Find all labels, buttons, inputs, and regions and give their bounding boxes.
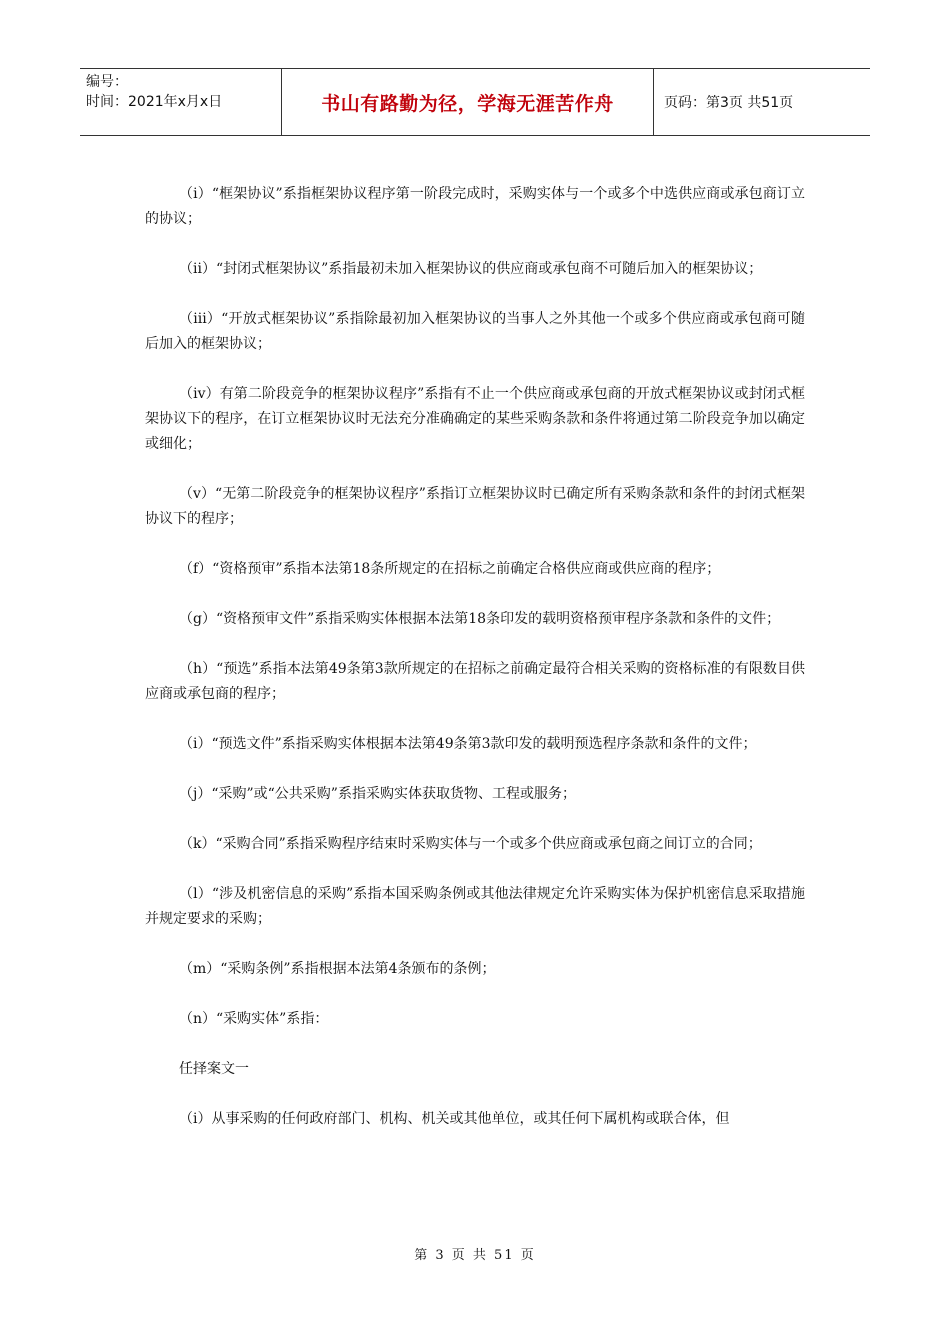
paragraph: （v）“无第二阶段竞争的框架协议程序”系指订立框架协议时已确定所有采购条款和条件的封闭式框架协议下的程序； bbox=[145, 486, 805, 527]
paragraph: （h）“预选”系指本法第49条第3款所规定的在招标之前确定最符合相关采购的资格标准的有限数目供应商或承包商的程序； bbox=[145, 661, 805, 702]
document-time-label: 时间：2021年x月x日 bbox=[86, 94, 223, 110]
page-footer: 第 3 页 共 51 页 bbox=[414, 1248, 536, 1263]
header-left-cell bbox=[80, 69, 282, 135]
document-body bbox=[145, 182, 805, 1157]
paragraph: （m）“采购条例”系指根据本法第4条颁布的条例； bbox=[179, 961, 496, 977]
page-header bbox=[80, 68, 870, 136]
paragraph: （ii）“封闭式框架协议”系指最初未加入框架协议的供应商或承包商不可随后加入的框架协议； bbox=[179, 261, 763, 277]
document-number-label: 编号： bbox=[86, 74, 128, 90]
paragraph: （iv）有第二阶段竞争的框架协议程序”系指有不止一个供应商或承包商的开放式框架协议或封闭式框架协议下的程序，在订立框架协议时无法充分准确确定的某些采购条款和条件将通过第二阶段竞争加以确定或细化； bbox=[145, 386, 805, 452]
paragraph: （iii）“开放式框架协议”系指除最初加入框架协议的当事人之外其他一个或多个供应商或承包商可随后加入的框架协议； bbox=[145, 311, 805, 352]
paragraph: （l）“涉及机密信息的采购”系指本国采购条例或其他法律规定允许采购实体为保护机密信息采取措施并规定要求的采购； bbox=[145, 886, 805, 927]
paragraph: （i）从事采购的任何政府部门、机构、机关或其他单位，或其任何下属机构或联合体，但 bbox=[179, 1111, 730, 1127]
paragraph: （i）“框架协议”系指框架协议程序第一阶段完成时，采购实体与一个或多个中选供应商或承包商订立的协议； bbox=[145, 186, 805, 227]
paragraph: （k）“采购合同”系指采购程序结束时采购实体与一个或多个供应商或承包商之间订立的合同； bbox=[179, 836, 762, 852]
paragraph: （n）“采购实体”系指： bbox=[179, 1011, 329, 1027]
paragraph: （g）“资格预审文件”系指采购实体根据本法第18条印发的载明资格预审程序条款和条件的文件； bbox=[179, 611, 781, 627]
option-heading: 任择案文一 bbox=[179, 1061, 249, 1077]
paragraph: （j）“采购”或“公共采购”系指采购实体获取货物、工程或服务； bbox=[179, 786, 576, 802]
paragraph: （f）“资格预审”系指本法第18条所规定的在招标之前确定合格供应商或供应商的程序； bbox=[179, 561, 721, 577]
header-motto: 书山有路勤为径，学海无涯苦作舟 bbox=[282, 69, 654, 135]
paragraph: （i）“预选文件”系指采购实体根据本法第49条第3款印发的载明预选程序条款和条件的文件； bbox=[179, 736, 757, 752]
header-page-code: 页码：第3页 共51页 bbox=[664, 95, 794, 111]
